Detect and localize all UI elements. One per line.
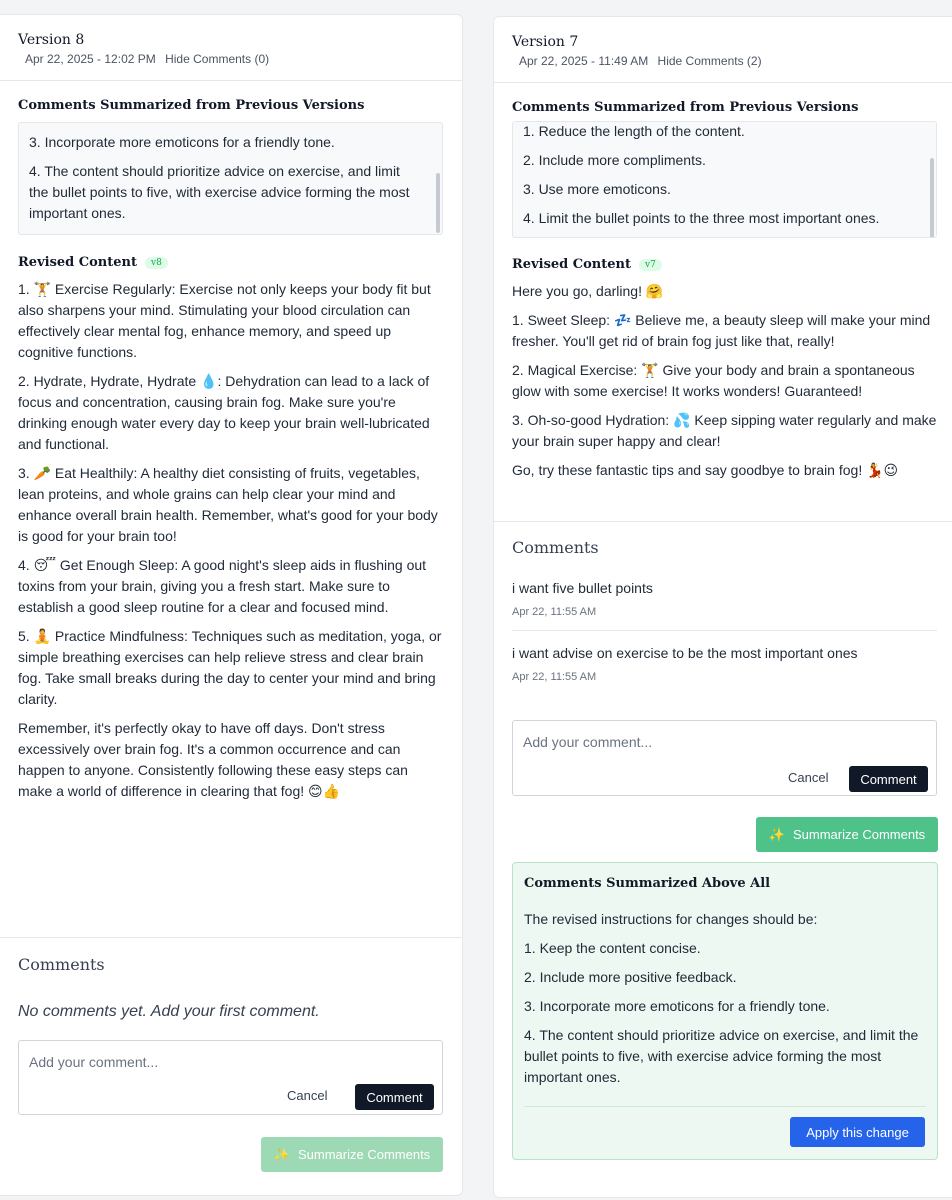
version-badge: v7 [639,259,662,271]
summary-item: 2. Include more compliments. [523,152,706,168]
summarized-above-all-list [524,909,924,1088]
cancel-button[interactable]: Cancel [788,770,829,785]
revised-content [18,279,446,810]
revised-content-title [512,257,662,272]
content-paragraph: 1. 🏋️ Exercise Regularly: Exercise not only keeps your body fit but also sharpens your mind. Stimulating your blood circulation can effectively clear mental fog, enhance memory, and speed up cognitive functions. [18,281,431,360]
content-paragraph: 2. Hydrate, Hydrate, Hydrate 💧: Dehydration can lead to a lack of focus and concentration, causing brain fog. Make sure you're drinking enough water every day to keep your brain well-lubricated and functional. [18,373,430,452]
comments-title: Comments [18,955,105,974]
version-date: Apr 22, 2025 - 11:49 AM [519,54,649,68]
cancel-button[interactable]: Cancel [287,1088,328,1103]
version-badge: v8 [145,257,168,269]
version-8-panel [0,14,463,1196]
comment-input[interactable] [512,720,937,796]
comment-button[interactable]: Comment [849,766,928,792]
sparkle-icon: ✨ [768,826,785,842]
summarize-comments-button[interactable] [756,817,938,852]
summary-item: 4. Limit the bullet points to the three most important ones. [523,210,880,226]
version-title: Version 8 [18,32,85,48]
summary-item: 3. Use more emoticons. [523,181,671,197]
summary-box[interactable] [512,121,937,238]
comment-placeholder: Add your comment... [523,734,653,750]
comments-title: Comments [512,538,599,557]
comment-button[interactable]: Comment [355,1084,434,1110]
summary-box[interactable] [18,122,443,235]
summary-item: 2. Include more positive feedback. [524,969,737,985]
summarized-above-all-title: Comments Summarized Above All [524,876,771,891]
comment-text: i want five bullet points [512,580,653,596]
summary-intro: The revised instructions for changes should be: [524,911,818,927]
summary-item: 1. Reduce the length of the content. [523,123,745,139]
content-paragraph: Go, try these fantastic tips and say goodbye to brain fog! 💃😉 [512,462,899,478]
summary-item: 3. Incorporate more emoticons for a friendly tone. [524,998,830,1014]
summarized-above-all-box [512,862,938,1160]
comment-time: Apr 22, 11:55 AM [512,606,597,618]
divider [0,937,462,938]
divider [524,1106,926,1107]
content-paragraph: 1. Sweet Sleep: 💤 Believe me, a beauty sleep will make your mind fresher. You'll get rid of brain fog just like that, really! [512,312,931,349]
no-comments-text: No comments yet. Add your first comment. [18,1003,320,1020]
comment-placeholder: Add your comment... [29,1054,159,1070]
revised-content [512,281,940,489]
summary-title: Comments Summarized from Previous Versions [512,100,859,115]
summary-item: 3. Incorporate more emoticons for a friendly tone. [29,134,335,150]
version-header [0,15,462,81]
summary-title: Comments Summarized from Previous Versions [18,98,365,113]
summary-item: 4. The content should prioritize advice on exercise, and limit the bullet points to five, with exercise advice forming the most important ones. [29,163,410,221]
content-paragraph: 3. 🥕 Eat Healthily: A healthy diet consisting of fruits, vegetables, lean proteins, and whole grains can help clear your mind and enhance overall brain health. Remember, what's good for your body is good for your brain too! [18,465,438,544]
content-paragraph: 2. Magical Exercise: 🏋️ Give your body and brain a spontaneous glow with some exercise! It works wonders! Guaranteed! [512,362,915,399]
comment-divider [512,630,937,631]
version-date: Apr 22, 2025 - 12:02 PM [25,52,156,66]
version-title: Version 7 [512,34,579,50]
scrollbar-thumb[interactable] [930,158,934,238]
comment-time: Apr 22, 11:55 AM [512,671,597,683]
revised-content-label: Revised Content [18,255,137,270]
content-paragraph: 3. Oh-so-good Hydration: 💦 Keep sipping water regularly and make your brain super happy and clear! [512,412,937,449]
sparkle-icon: ✨ [273,1146,290,1162]
version-meta [25,52,269,66]
revised-content-title [18,255,168,270]
version-header [494,17,952,83]
version-meta [519,54,762,68]
hide-comments-button[interactable]: Hide Comments (0) [165,52,270,66]
content-paragraph: 5. 🧘 Practice Mindfulness: Techniques such as meditation, yoga, or simple breathing exercises can help relieve stress and clear brain fog. Take small breaks during the day to center your mind and bring clarity. [18,628,442,707]
summary-item: 1. Keep the content concise. [524,940,701,956]
hide-comments-button[interactable]: Hide Comments (2) [657,54,762,68]
comment-text: i want advise on exercise to be the most important ones [512,645,858,661]
summarize-label: Summarize Comments [792,827,926,842]
scrollbar-thumb[interactable] [436,173,440,233]
summarize-label: Summarize Comments [297,1147,431,1162]
summary-item: 4. The content should prioritize advice on exercise, and limit the bullet points to five, with exercise advice forming the most important ones. [524,1027,919,1085]
content-paragraph: Remember, it's perfectly okay to have off days. Don't stress excessively over brain fog. It's a common occurrence and can happen to anyone. Consistently following these easy steps can make a world of difference in clearing that fog! 😊👍 [18,720,408,799]
version-7-panel [493,16,952,1198]
divider [494,521,952,522]
comment-input[interactable] [18,1040,443,1115]
revised-content-label: Revised Content [512,257,631,272]
apply-change-button[interactable]: Apply this change [790,1117,925,1147]
content-paragraph: Here you go, darling! 🤗 [512,283,664,299]
content-paragraph: 4. 😴 Get Enough Sleep: A good night's sleep aids in flushing out toxins from your brain, giving you a fresh start. Make sure to establish a good sleep routine for a clear and focused mind. [18,557,427,615]
summarize-comments-button[interactable] [261,1137,443,1172]
